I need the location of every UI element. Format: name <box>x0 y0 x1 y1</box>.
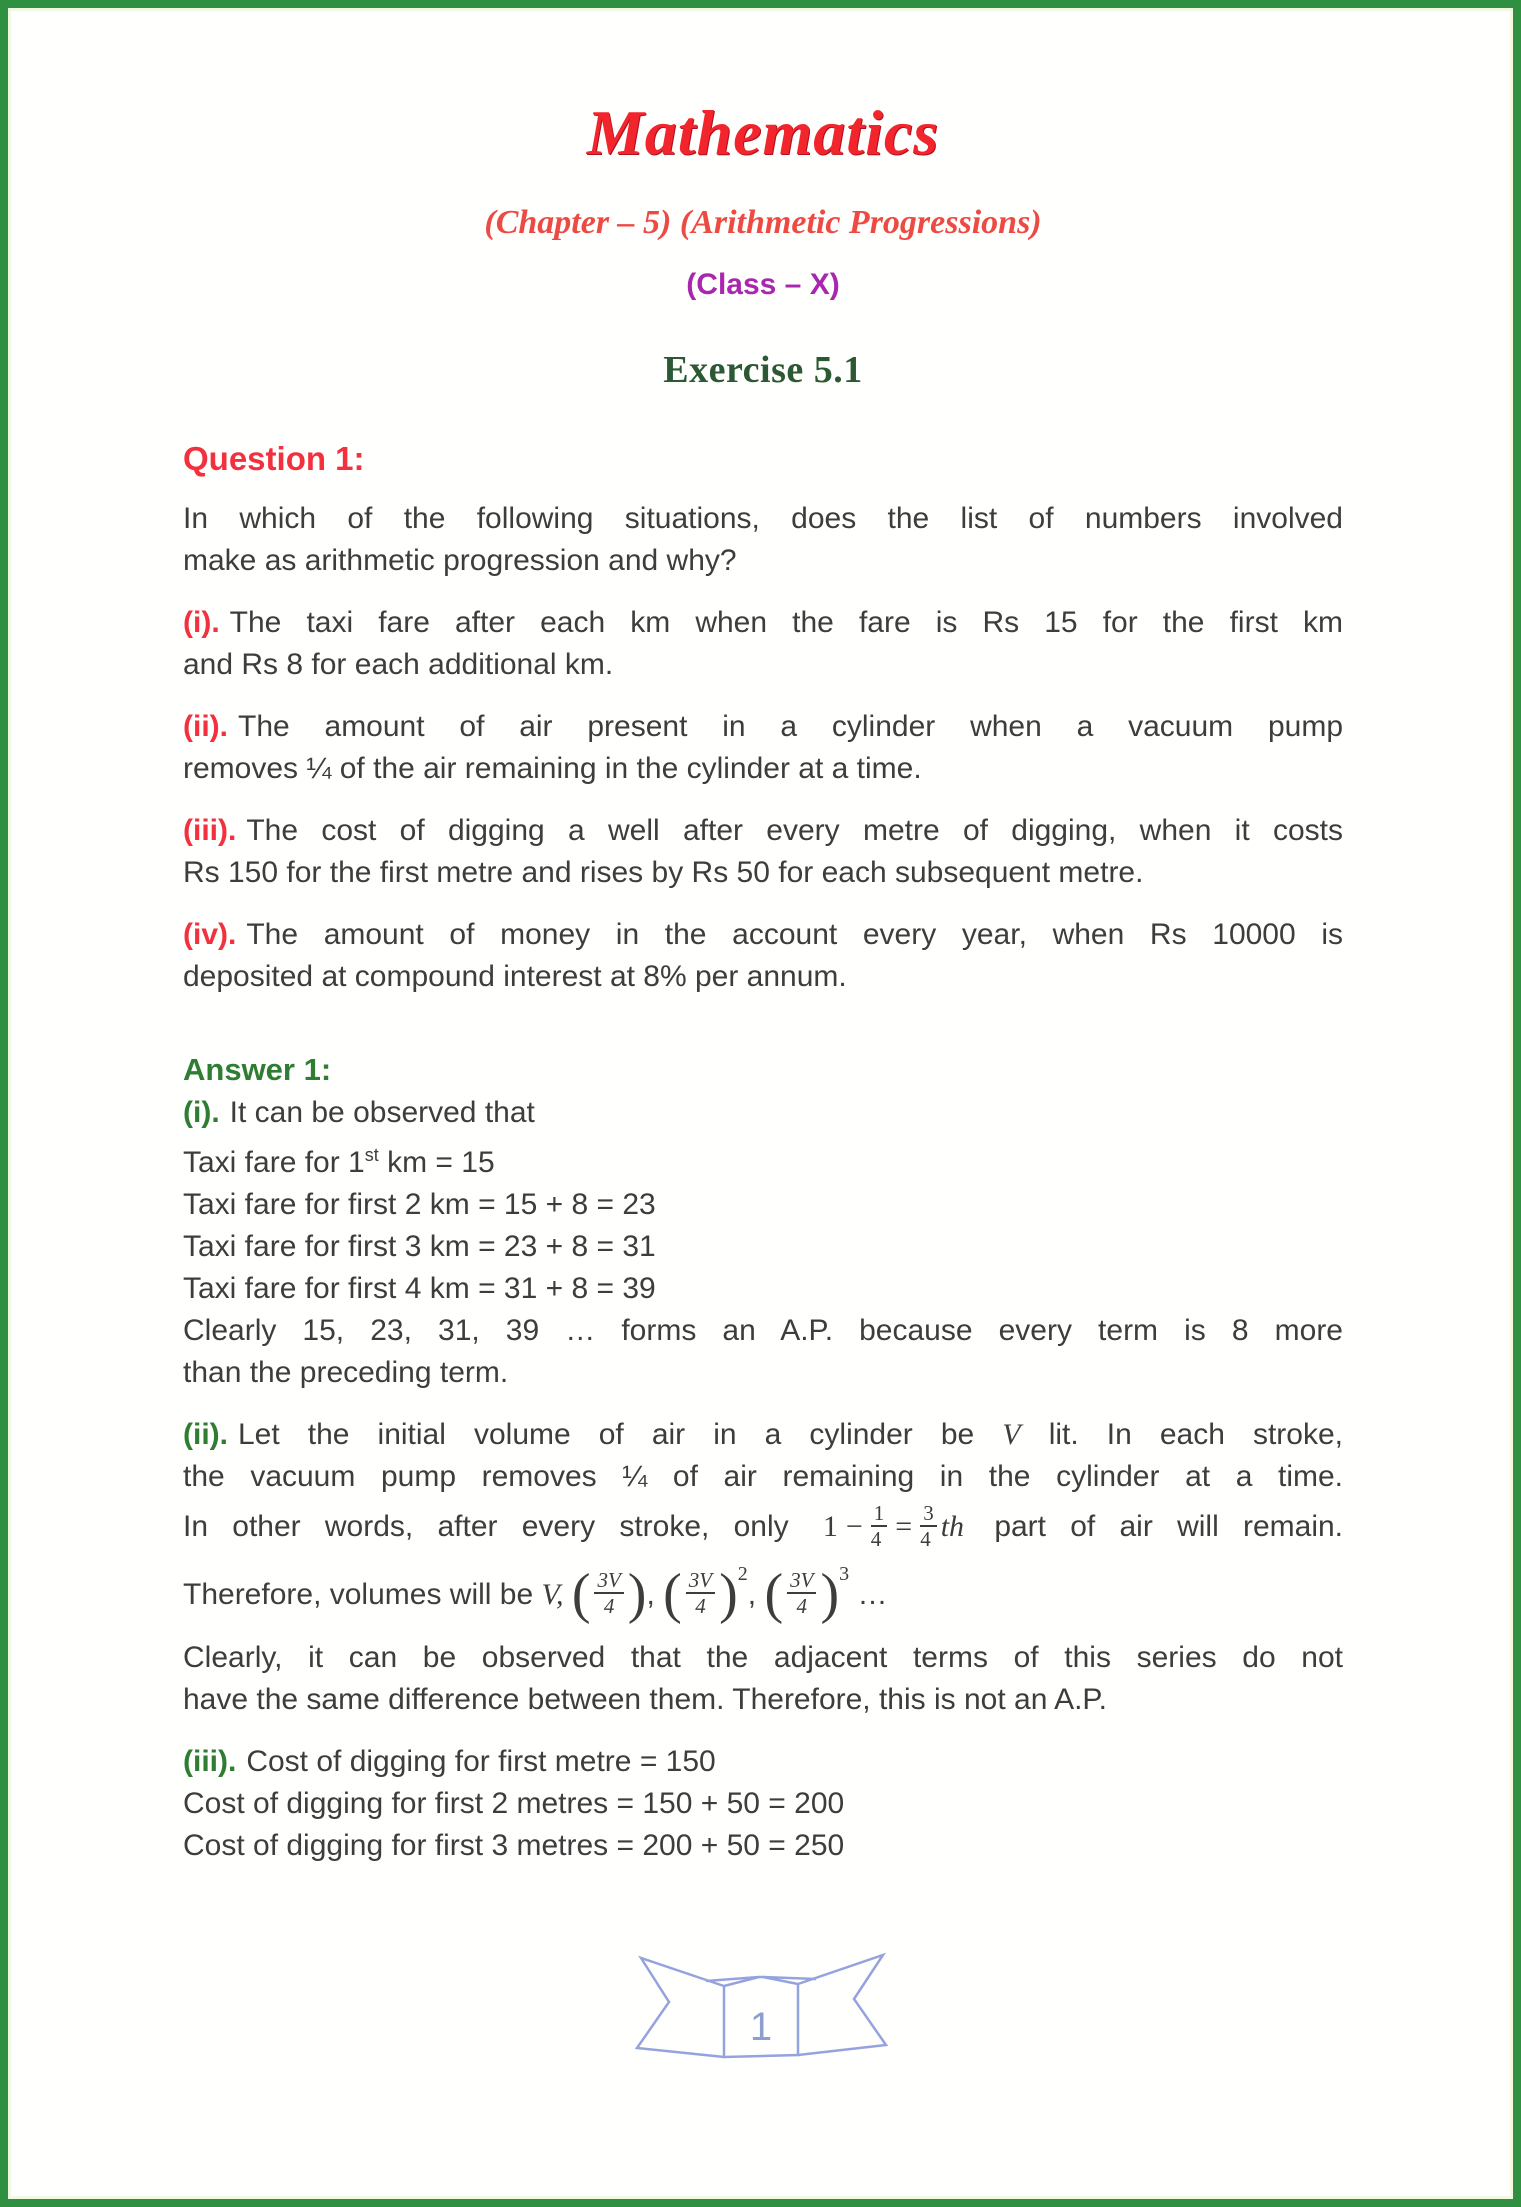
volume-term-2 <box>663 1563 748 1626</box>
question-part-ii <box>183 706 1343 790</box>
part-text: It can be observed that <box>229 1096 535 1129</box>
part-text: Cost of digging for first metre = 150 <box>246 1745 716 1778</box>
math-line <box>183 1498 1343 1556</box>
text-line: make as arithmetic progression and why? <box>183 544 737 577</box>
part-text: The amount of air present in a cylinder when a vacuum pump <box>238 710 1343 743</box>
text-line: deposited at compound interest at 8% per annum. <box>183 960 847 993</box>
text-line <box>183 706 1343 748</box>
fraction-3v-4: $\frac{3V}{4}$ <box>787 1569 816 1617</box>
volume-term-3 <box>764 1563 850 1626</box>
page-number: 1 <box>749 2005 772 2049</box>
text-line: removes ¼ of the air remaining in the cylinder at a time. <box>183 752 922 785</box>
left-paren: ( <box>663 1563 682 1626</box>
volume-term-1 <box>571 1563 647 1626</box>
answer-part-ii <box>183 1414 1343 1721</box>
text-line <box>183 914 1343 956</box>
text-line <box>183 810 1343 852</box>
part-text: lit. In each stroke, <box>1048 1418 1344 1451</box>
fraction-3v-4: $\frac{3V}{4}$ <box>686 1569 715 1617</box>
math-pre-text: In other words, after every stroke, only <box>183 1510 789 1543</box>
math-suffix: th <box>940 1510 965 1543</box>
part-label: (iii). <box>183 1745 237 1778</box>
text-line: Clearly, it can be observed that the adjacent terms of this series do not <box>183 1641 1343 1674</box>
part-label: (iv). <box>183 918 237 951</box>
text-line <box>183 1414 1343 1456</box>
fraction-three-fourth: $\frac{3}{4}$ <box>920 1502 937 1550</box>
math-variable: V <box>1002 1418 1021 1451</box>
class-subtitle: (Class – X) <box>686 268 840 301</box>
ellipsis: … <box>857 1578 888 1611</box>
text-line: have the same difference between them. Therefore, this is not an A.P. <box>183 1683 1107 1716</box>
text-line: Taxi fare for first 4 km = 31 + 8 = 39 <box>183 1272 656 1305</box>
part-label: (ii). <box>183 710 228 743</box>
text: Therefore, volumes will be <box>183 1578 534 1611</box>
part-text: The cost of digging a well after every metre of digging, when it costs <box>246 814 1343 847</box>
text-line: In which of the following situations, does the list of numbers involved <box>183 502 1343 535</box>
question-intro <box>183 498 1343 582</box>
volumes-line <box>183 1556 1343 1637</box>
math-variable: V, <box>541 1578 564 1611</box>
fraction-one-fourth: $\frac{1}{4}$ <box>871 1502 888 1550</box>
text-line: the vacuum pump removes ¼ of air remaining in the cylinder at a time. <box>183 1460 1343 1493</box>
right-paren: ) <box>627 1563 647 1626</box>
part-label: (iii). <box>183 814 237 847</box>
text-line: Rs 150 for the first metre and rises by Rs 50 for each subsequent metre. <box>183 856 1144 889</box>
text-line <box>183 1134 1343 1184</box>
text-line <box>183 1092 1343 1134</box>
page-footer <box>611 1936 911 2071</box>
math-number: 1 <box>822 1510 838 1543</box>
part-text: The taxi fare after each km when the fare is Rs 15 for the first km <box>229 606 1343 639</box>
fare-text: Taxi fare for 1 <box>183 1146 365 1179</box>
equals-sign: = <box>895 1510 913 1543</box>
part-label: (i). <box>183 1096 220 1129</box>
comma: , <box>747 1578 757 1611</box>
math-post-text: part of air will remain. <box>994 1510 1343 1543</box>
left-paren: ( <box>571 1563 591 1626</box>
chapter-subtitle: (Chapter – 5) (Arithmetic Progressions) <box>484 204 1042 241</box>
text-line: Taxi fare for first 3 km = 23 + 8 = 31 <box>183 1230 656 1263</box>
exponent-3: 3 <box>839 1563 850 1585</box>
answer-heading: Answer 1: <box>183 1052 332 1087</box>
left-paren: ( <box>764 1563 784 1626</box>
fare-text: km = 15 <box>378 1146 495 1179</box>
fraction-equation <box>819 1501 965 1552</box>
part-label: (i). <box>183 606 220 639</box>
ordinal-superscript: st <box>364 1145 379 1165</box>
text-line: Clearly 15, 23, 31, 39 … forms an A.P. because every term is 8 more <box>183 1314 1343 1347</box>
question-heading: Question 1: <box>183 440 365 477</box>
right-paren: ) <box>719 1563 738 1626</box>
page-content <box>8 96 1513 1867</box>
part-text: Let the initial volume of air in a cylinder be <box>238 1418 975 1451</box>
text-line <box>183 602 1343 644</box>
text-line <box>183 1741 1343 1783</box>
part-label: (ii). <box>183 1418 228 1451</box>
answer-part-i <box>183 1092 1343 1394</box>
exponent-2: 2 <box>737 1563 748 1585</box>
right-paren: ) <box>820 1563 840 1626</box>
question-part-iv <box>183 914 1343 998</box>
question-part-i <box>183 602 1343 686</box>
text-line: than the preceding term. <box>183 1356 509 1389</box>
part-text: The amount of money in the account every year, when Rs 10000 is <box>246 918 1343 951</box>
text-line: Cost of digging for first 3 metres = 200 + 50 = 250 <box>183 1829 845 1862</box>
answer-part-iii <box>183 1741 1343 1867</box>
comma: , <box>646 1578 655 1611</box>
text-line: Cost of digging for first 2 metres = 150 + 50 = 200 <box>183 1787 845 1820</box>
fraction-3v-4: $\frac{3V}{4}$ <box>594 1569 623 1617</box>
text-line: Taxi fare for first 2 km = 15 + 8 = 23 <box>183 1188 656 1221</box>
page-number-ribbon <box>611 1936 911 2066</box>
minus-sign: − <box>845 1510 863 1543</box>
page-title: Mathematics <box>586 97 940 168</box>
question-part-iii <box>183 810 1343 894</box>
text-line: and Rs 8 for each additional km. <box>183 648 614 681</box>
exercise-heading: Exercise 5.1 <box>663 349 863 391</box>
